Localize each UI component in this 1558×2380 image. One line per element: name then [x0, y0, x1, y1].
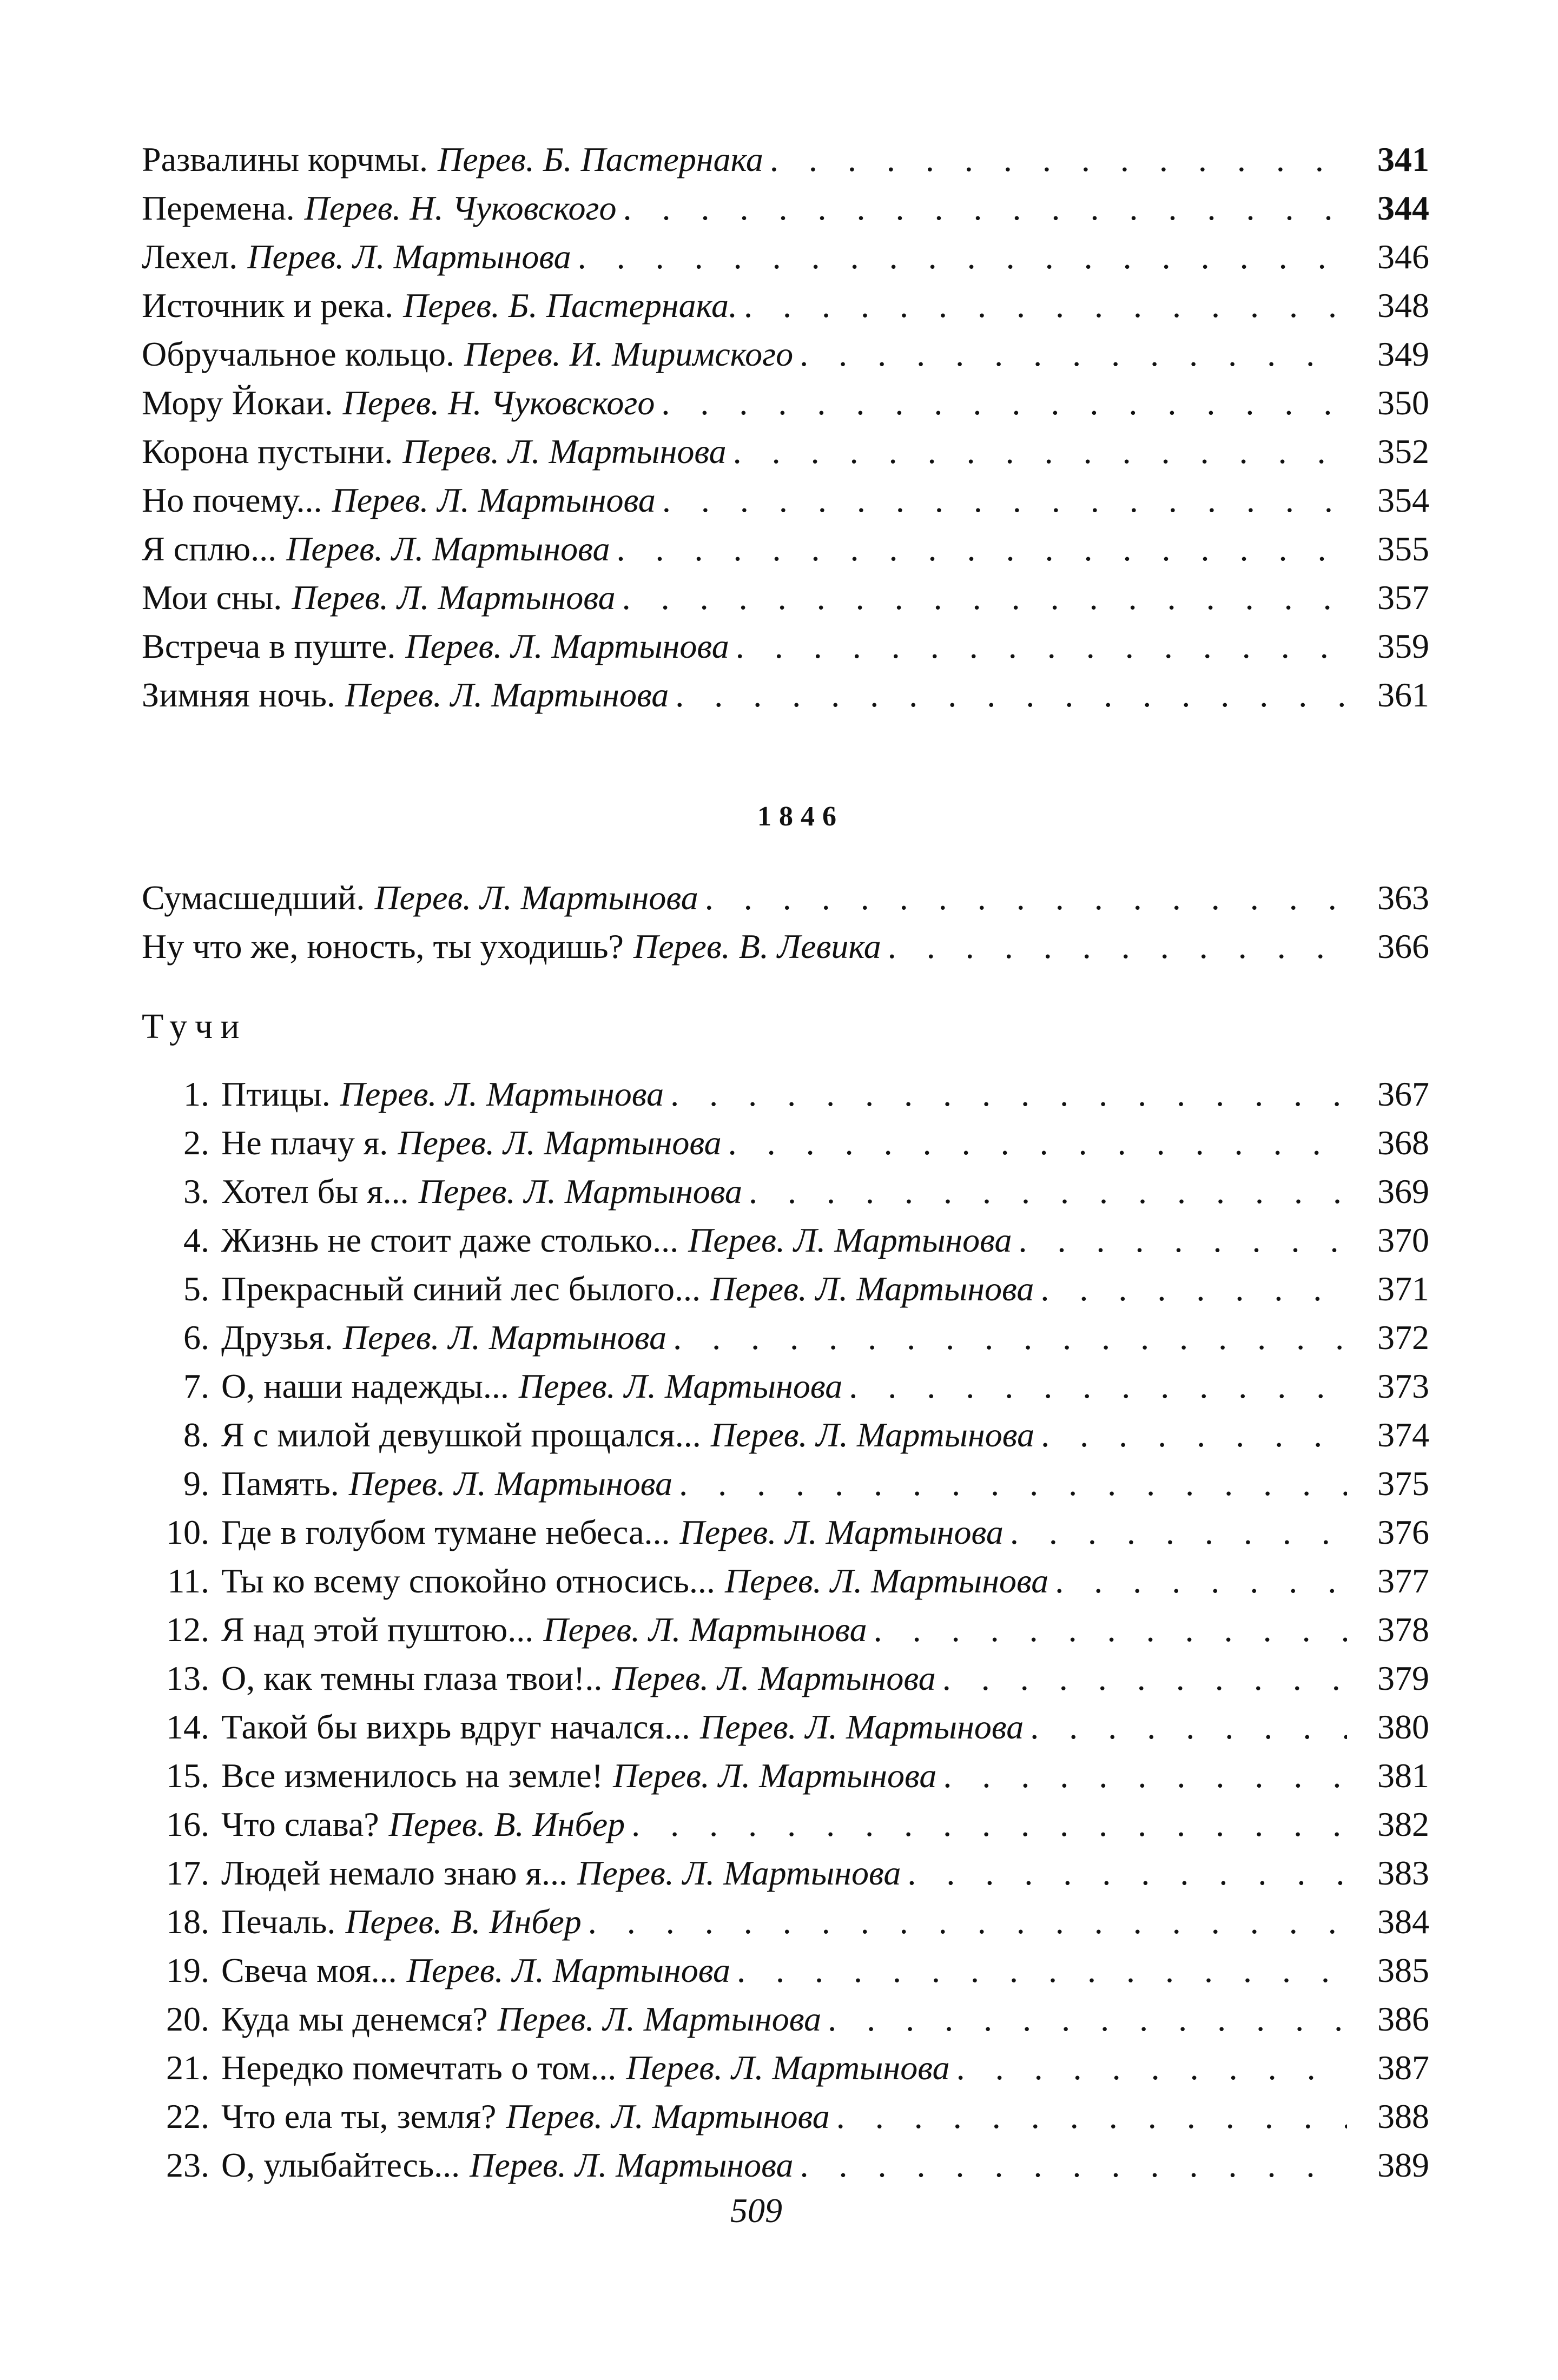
toc-entry: [142, 1654, 1429, 1703]
dot-leader: [744, 281, 1347, 330]
entry-title: Печаль.: [221, 1902, 336, 1941]
toc-entry: [142, 2141, 1429, 2190]
translator-credit: Перев. И. Миримского: [464, 335, 794, 373]
entry-title: О, наши надежды...: [221, 1367, 509, 1405]
entry-page-number: 372: [1377, 1318, 1429, 1357]
translator-credit: Перев. В. Инбер: [345, 1902, 582, 1941]
entry-page-number: 368: [1377, 1123, 1429, 1162]
entry-number: 21.: [166, 2048, 209, 2087]
entry-number: 15.: [166, 1756, 209, 1795]
translator-credit: Перев. Л. Мартынова: [286, 530, 610, 568]
dot-leader: [673, 1313, 1347, 1362]
dot-leader: [578, 233, 1347, 281]
entry-page-number: 379: [1377, 1659, 1429, 1697]
dot-leader: [828, 1995, 1347, 2044]
entry-number: 7.: [183, 1367, 209, 1405]
translator-credit: Перев. Л. Мартынова: [679, 1513, 1004, 1551]
toc-entry: [142, 2044, 1429, 2092]
entry-page-number: 366: [1377, 927, 1429, 966]
translator-credit: Перев. Л. Мартынова: [577, 1854, 901, 1892]
dot-leader: [670, 1070, 1347, 1119]
section-heading: Тучи: [142, 1007, 247, 1046]
entry-page-number: 371: [1377, 1270, 1429, 1308]
translator-credit: Перев. Л. Мартынова: [710, 1270, 1034, 1308]
dot-leader: [705, 874, 1347, 922]
entry-page-number: 357: [1377, 578, 1429, 617]
translator-credit: Перев. Л. Мартынова: [710, 1416, 1035, 1454]
translator-credit: Перев. Л. Мартынова: [292, 578, 616, 617]
entry-number: 5.: [183, 1270, 209, 1308]
entry-page-number: 348: [1377, 286, 1429, 325]
toc-entry: [142, 281, 1429, 330]
dot-leader: [588, 1898, 1347, 1946]
dot-leader: [679, 1459, 1347, 1508]
translator-credit: Перев. Б. Пастернака: [438, 140, 763, 178]
entry-title: Нередко помечтать о том...: [221, 2048, 617, 2087]
entry-page-number: 376: [1377, 1513, 1429, 1551]
entry-page-number: 349: [1377, 335, 1429, 373]
translator-credit: Перев. Л. Мартынова: [418, 1172, 743, 1211]
entry-title: Все изменилось на земле!: [221, 1756, 603, 1795]
toc-entry: [142, 1946, 1429, 1995]
toc-entry: [142, 135, 1429, 184]
toc-list-section: [142, 1070, 1429, 2190]
toc-entry: [142, 1849, 1429, 1898]
dot-leader: [942, 1654, 1347, 1703]
translator-credit: Перев. Л. Мартынова: [543, 1610, 867, 1649]
dot-leader: [737, 1946, 1347, 1995]
toc-entry: [142, 922, 1429, 971]
toc-entry: [142, 233, 1429, 281]
toc-entry: [142, 573, 1429, 622]
entry-title: Мои сны.: [142, 578, 282, 617]
entry-number: 3.: [183, 1172, 209, 1211]
entry-number: 6.: [183, 1318, 209, 1357]
dot-leader: [1030, 1703, 1347, 1751]
entry-page-number: 385: [1377, 1951, 1429, 1989]
entry-page-number: 344: [1377, 189, 1429, 227]
dot-leader: [631, 1800, 1347, 1849]
translator-credit: Перев. Л. Мартынова: [374, 878, 698, 917]
entry-title: Не плачу я.: [221, 1123, 388, 1162]
entry-number: 13.: [166, 1659, 209, 1697]
entry-page-number: 377: [1377, 1562, 1429, 1600]
dot-leader: [907, 1849, 1347, 1898]
entry-page-number: 383: [1377, 1854, 1429, 1892]
entry-title: Встреча в пуште.: [142, 627, 396, 665]
entry-title: Птицы.: [221, 1075, 331, 1113]
entry-page-number: 341: [1377, 140, 1429, 178]
translator-credit: Перев. В. Левика: [633, 927, 881, 966]
entry-page-number: 374: [1377, 1416, 1429, 1454]
entry-page-number: 382: [1377, 1805, 1429, 1843]
entry-title: Я с милой девушкой прощался...: [221, 1416, 701, 1454]
translator-credit: Перев. Л. Мартынова: [518, 1367, 843, 1405]
toc-entry: [142, 1411, 1429, 1459]
entry-page-number: 373: [1377, 1367, 1429, 1405]
entry-title: Что ела ты, земля?: [221, 2097, 497, 2136]
toc-entry: [142, 874, 1429, 922]
dot-leader: [849, 1362, 1347, 1411]
translator-credit: Перев. Н. Чуковского: [304, 189, 617, 227]
entry-title: Развалины корчмы.: [142, 140, 428, 178]
dot-leader: [616, 525, 1347, 573]
toc-entry: [142, 671, 1429, 719]
entry-number: 23.: [166, 2146, 209, 2184]
dot-leader: [1041, 1411, 1347, 1459]
entry-number: 11.: [167, 1562, 209, 1600]
dot-leader: [956, 2044, 1347, 2092]
entry-title: Сумасшедший.: [142, 878, 365, 917]
toc-entry: [142, 1557, 1429, 1605]
entry-title: Корона пустыни.: [142, 432, 393, 471]
translator-credit: Перев. Л. Мартынова: [406, 1951, 731, 1989]
toc-entry: [142, 622, 1429, 671]
dot-leader: [728, 1119, 1347, 1167]
entry-page-number: 367: [1377, 1075, 1429, 1113]
entry-page-number: 369: [1377, 1172, 1429, 1211]
dot-leader: [836, 2092, 1347, 2141]
toc-entry: [142, 427, 1429, 476]
translator-credit: Перев. Л. Мартынова: [405, 627, 729, 665]
entry-title: О, как темны глаза твои!..: [221, 1659, 603, 1697]
entry-title: Перемена.: [142, 189, 295, 227]
toc-entry: [142, 1898, 1429, 1946]
entry-number: 18.: [166, 1902, 209, 1941]
entry-title: Зимняя ночь.: [142, 676, 335, 714]
dot-leader: [800, 2141, 1348, 2190]
entry-page-number: 387: [1377, 2048, 1429, 2087]
entry-page-number: 388: [1377, 2097, 1429, 2136]
entry-title: Источник и река.: [142, 286, 394, 325]
entry-title: Ты ко всему спокойно относись...: [221, 1562, 715, 1600]
dot-leader: [736, 622, 1347, 671]
entry-page-number: 384: [1377, 1902, 1429, 1941]
translator-credit: Перев. Л. Мартынова: [612, 1756, 937, 1795]
entry-title: Но почему...: [142, 481, 322, 519]
dot-leader: [661, 379, 1347, 427]
entry-title: Прекрасный синий лес былого...: [221, 1270, 701, 1308]
dot-leader: [874, 1605, 1347, 1654]
entry-number: 8.: [183, 1416, 209, 1454]
year-heading: 1846: [757, 801, 844, 832]
translator-credit: Перев. Л. Мартынова: [348, 1464, 673, 1503]
entry-title: Мору Йокаи.: [142, 384, 333, 422]
entry-title: Свеча моя...: [221, 1951, 397, 1989]
translator-credit: Перев. Л. Мартынова: [626, 2048, 950, 2087]
toc-entry: [142, 1995, 1429, 2044]
toc-entry: [142, 476, 1429, 525]
toc-entry: [142, 1703, 1429, 1751]
entry-title: Где в голубом тумане небеса...: [221, 1513, 670, 1551]
translator-credit: Перев. Л. Мартынова: [332, 481, 656, 519]
translator-credit: Перев. Л. Мартынова: [247, 237, 571, 276]
translator-credit: Перев. Б. Пастернака.: [403, 286, 737, 325]
toc-list-1846: [142, 874, 1429, 971]
dot-leader: [770, 135, 1347, 184]
translator-credit: Перев. Л. Мартынова: [345, 676, 669, 714]
entry-title: Я сплю...: [142, 530, 277, 568]
translator-credit: Перев. В. Инбер: [388, 1805, 625, 1843]
dot-leader: [1055, 1557, 1347, 1605]
entry-title: О, улыбайтесь...: [221, 2146, 460, 2184]
dot-leader: [888, 922, 1347, 971]
entry-page-number: 370: [1377, 1221, 1429, 1259]
dot-leader: [800, 330, 1347, 379]
dot-leader: [662, 476, 1347, 525]
entry-number: 16.: [166, 1805, 209, 1843]
dot-leader: [1019, 1216, 1348, 1265]
translator-credit: Перев. Л. Мартынова: [470, 2146, 794, 2184]
entry-title: Что слава?: [221, 1805, 379, 1843]
entry-title: Людей немало знаю я...: [221, 1854, 567, 1892]
toc-entry: [142, 1070, 1429, 1119]
entry-title: Ну что же, юность, ты уходишь?: [142, 927, 624, 966]
dot-leader: [1010, 1508, 1347, 1557]
translator-credit: Перев. Л. Мартынова: [506, 2097, 830, 2136]
entry-page-number: 355: [1377, 530, 1429, 568]
entry-title: Такой бы вихрь вдруг начался...: [221, 1708, 690, 1746]
toc-list-top: [142, 135, 1429, 719]
entry-number: 9.: [183, 1464, 209, 1503]
entry-title: Обручальное кольцо.: [142, 335, 455, 373]
dot-leader: [675, 671, 1347, 719]
page-number: 509: [730, 2191, 782, 2230]
entry-page-number: 375: [1377, 1464, 1429, 1503]
entry-number: 4.: [183, 1221, 209, 1259]
entry-number: 19.: [166, 1951, 209, 1989]
entry-page-number: 381: [1377, 1756, 1429, 1795]
entry-title: Куда мы денемся?: [221, 2000, 488, 2038]
entry-number: 1.: [183, 1075, 209, 1113]
toc-entry: [142, 1119, 1429, 1167]
translator-credit: Перев. Л. Мартынова: [402, 432, 727, 471]
toc-entry: [142, 1313, 1429, 1362]
entry-page-number: 378: [1377, 1610, 1429, 1649]
entry-page-number: 359: [1377, 627, 1429, 665]
entry-page-number: 350: [1377, 384, 1429, 422]
translator-credit: Перев. Л. Мартынова: [612, 1659, 936, 1697]
toc-entry: [142, 1751, 1429, 1800]
entry-number: 12.: [166, 1610, 209, 1649]
entry-title: Лехел.: [142, 237, 238, 276]
dot-leader: [1040, 1265, 1347, 1313]
entry-page-number: 363: [1377, 878, 1429, 917]
entry-title: Друзья.: [221, 1318, 333, 1357]
entry-number: 10.: [166, 1513, 209, 1551]
entry-page-number: 380: [1377, 1708, 1429, 1746]
translator-credit: Перев. Н. Чуковского: [342, 384, 655, 422]
entry-title: Хотел бы я...: [221, 1172, 409, 1211]
entry-page-number: 386: [1377, 2000, 1429, 2038]
entry-title: Память.: [221, 1464, 339, 1503]
entry-number: 2.: [183, 1123, 209, 1162]
entry-number: 17.: [166, 1854, 209, 1892]
toc-entry: [142, 1167, 1429, 1216]
entry-number: 20.: [166, 2000, 209, 2038]
toc-entry: [142, 184, 1429, 233]
toc-entry: [142, 1216, 1429, 1265]
translator-credit: Перев. Л. Мартынова: [724, 1562, 1049, 1600]
dot-leader: [749, 1167, 1347, 1216]
dot-leader: [622, 573, 1347, 622]
entry-title: Жизнь не стоит даже столько...: [221, 1221, 679, 1259]
dot-leader: [733, 427, 1347, 476]
toc-entry: [142, 330, 1429, 379]
translator-credit: Перев. Л. Мартынова: [688, 1221, 1012, 1259]
translator-credit: Перев. Л. Мартынова: [398, 1123, 722, 1162]
toc-entry: [142, 2092, 1429, 2141]
translator-credit: Перев. Л. Мартынова: [497, 2000, 822, 2038]
translator-credit: Перев. Л. Мартынова: [340, 1075, 664, 1113]
dot-leader: [943, 1751, 1347, 1800]
entry-title: Я над этой пуштою...: [221, 1610, 534, 1649]
entry-page-number: 346: [1377, 237, 1429, 276]
toc-entry: [142, 379, 1429, 427]
toc-entry: [142, 1508, 1429, 1557]
entry-number: 22.: [166, 2097, 209, 2136]
entry-page-number: 389: [1377, 2146, 1429, 2184]
entry-number: 14.: [166, 1708, 209, 1746]
toc-entry: [142, 1800, 1429, 1849]
entry-page-number: 354: [1377, 481, 1429, 519]
toc-entry: [142, 1459, 1429, 1508]
entry-page-number: 361: [1377, 676, 1429, 714]
toc-entry: [142, 1265, 1429, 1313]
toc-entry: [142, 525, 1429, 573]
entry-page-number: 352: [1377, 432, 1429, 471]
dot-leader: [623, 184, 1347, 233]
translator-credit: Перев. Л. Мартынова: [699, 1708, 1024, 1746]
toc-entry: [142, 1605, 1429, 1654]
translator-credit: Перев. Л. Мартынова: [342, 1318, 667, 1357]
toc-entry: [142, 1362, 1429, 1411]
